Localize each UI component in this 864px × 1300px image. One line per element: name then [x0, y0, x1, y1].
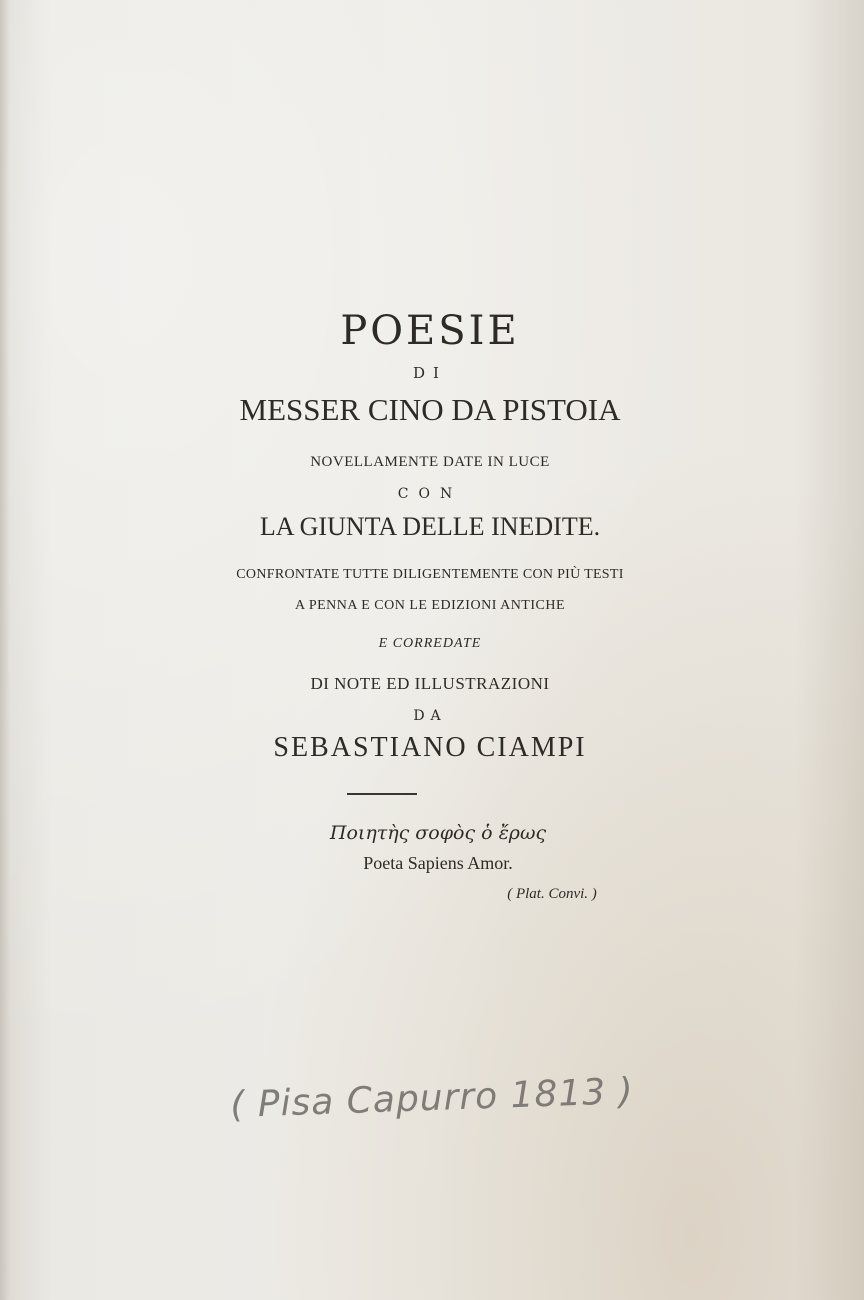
- epigraph-source: ( Plat. Convi. ): [507, 886, 597, 902]
- editor-name: SEBASTIANO CIAMPI: [273, 732, 587, 763]
- handwritten-annotation: ( Pisa Capurro 1813 ): [229, 1070, 635, 1127]
- epigraph-latin: Poeta Sapiens Amor.: [363, 853, 513, 873]
- subtitle-novellamente: NOVELLAMENTE DATE IN LUCE: [310, 454, 550, 470]
- editor-connector-da: DA: [413, 708, 447, 724]
- subtitle-corredate: E CORREDATE: [378, 636, 482, 651]
- divider-rule: [347, 793, 417, 795]
- subtitle-penna: A PENNA E CON LE EDIZIONI ANTICHE: [294, 598, 566, 613]
- title-connector-di: DI: [413, 364, 447, 382]
- subtitle-confrontate: CONFRONTATE TUTTE DILIGENTEMENTE CON PIÙ TESTI: [236, 567, 624, 582]
- book-title: POESIE: [340, 308, 520, 354]
- subtitle-note: DI NOTE ED ILLUSTRAZIONI: [310, 674, 550, 693]
- epigraph-greek: Ποιητὴς σοφὸς ὁ ἔρως: [329, 822, 547, 844]
- subtitle-giunta: LA GIUNTA DELLE INEDITE.: [259, 512, 601, 541]
- subtitle-con: CON: [397, 486, 463, 502]
- author-name: MESSER CINO DA PISTOIA: [239, 392, 621, 427]
